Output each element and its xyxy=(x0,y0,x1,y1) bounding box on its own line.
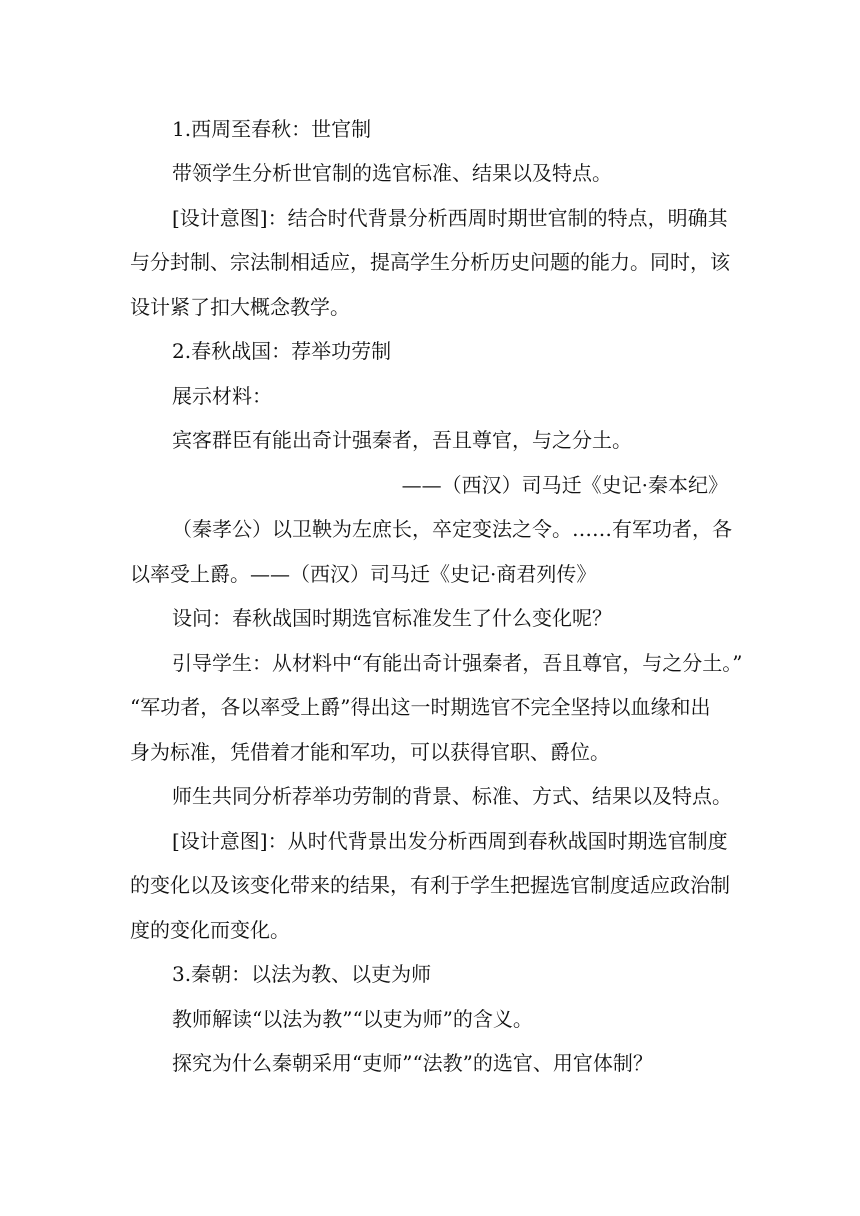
paragraph-line: 度的变化而变化。 xyxy=(130,918,290,942)
section-heading-2: 2.春秋战国：荐举功劳制 xyxy=(172,339,392,363)
quote-line: 宾客群臣有能出奇计强秦者，吾且尊官，与之分土。 xyxy=(172,428,632,452)
section-heading-3: 3.秦朝：以法为教、以吏为师 xyxy=(172,962,432,986)
paragraph-line: 与分封制、宗法制相适应，提高学生分析历史问题的能力。同时，该 xyxy=(130,250,730,274)
paragraph-line: 教师解读“以法为教”“以吏为师”的含义。 xyxy=(172,1007,533,1031)
paragraph-line: “军功者，各以率受上爵”得出这一时期选官不完全坚持以血缘和出 xyxy=(130,695,711,719)
question-line: 设问：春秋战国时期选官标准发生了什么变化呢？ xyxy=(172,606,612,630)
paragraph-line: 引导学生：从材料中“有能出奇计强秦者，吾且尊官，与之分土。” xyxy=(172,651,743,675)
paragraph-line: 带领学生分析世官制的选官标准、结果以及特点。 xyxy=(172,161,612,185)
quote-attribution: ——（西汉）司马迁《史记·秦本纪》 xyxy=(401,473,728,497)
paragraph-line: 设计紧了扣大概念教学。 xyxy=(130,295,350,319)
paragraph-line: 探究为什么秦朝采用“吏师”“法教”的选官、用官体制？ xyxy=(172,1051,653,1075)
paragraph-line: 展示材料： xyxy=(172,384,272,408)
section-heading-1: 1.西周至春秋：世官制 xyxy=(172,117,372,141)
paragraph-line: 的变化以及该变化带来的结果，有利于学生把握选官制度适应政治制 xyxy=(130,873,730,897)
quote-line: 以率受上爵。——（西汉）司马迁《史记·商君列传》 xyxy=(130,562,597,586)
quote-line: （秦孝公）以卫鞅为左庶长，卒定变法之令。……有军功者，各 xyxy=(172,517,732,541)
paragraph-line: 师生共同分析荐举功劳制的背景、标准、方式、结果以及特点。 xyxy=(172,784,732,808)
design-intent-line: [设计意图]：从时代背景出发分析西周到春秋战国时期选官制度 xyxy=(172,829,728,853)
paragraph-line: 身为标准，凭借着才能和军功，可以获得官职、爵位。 xyxy=(130,740,610,764)
design-intent-line: [设计意图]：结合时代背景分析西周时期世官制的特点，明确其 xyxy=(172,206,728,230)
